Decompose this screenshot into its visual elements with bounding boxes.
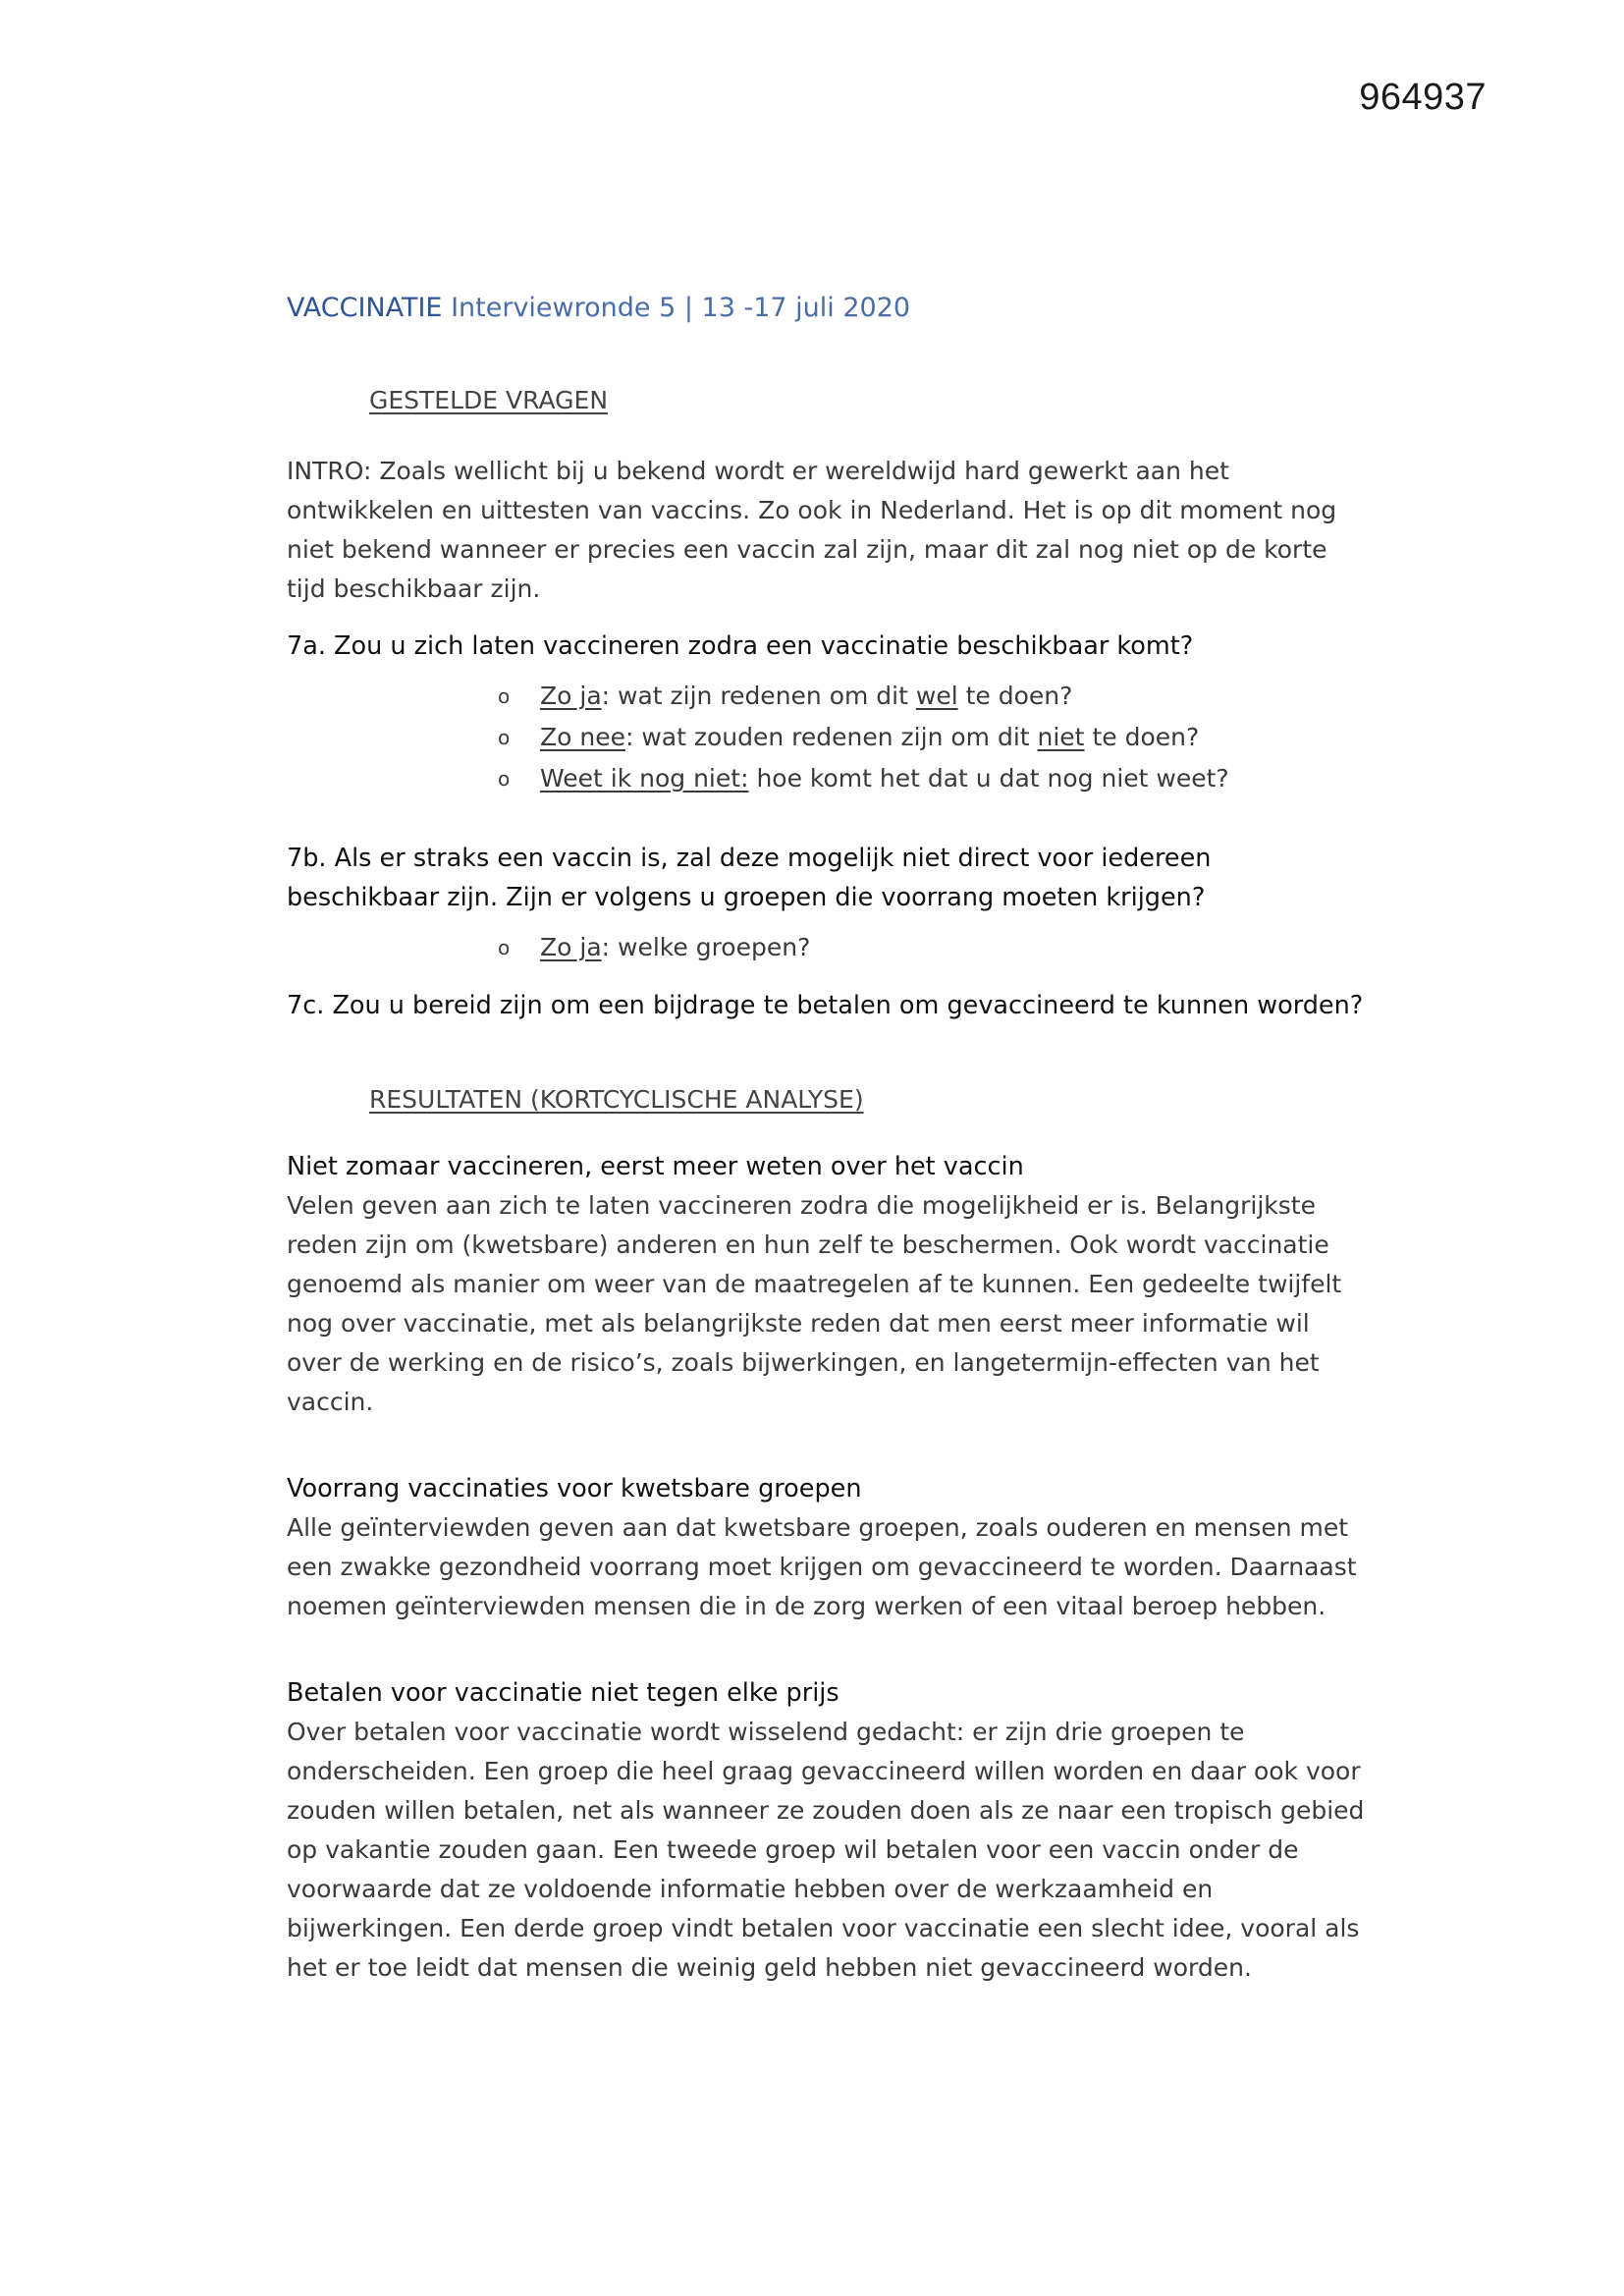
option-emphasis: niet [1037, 723, 1085, 751]
option-item [498, 717, 1367, 758]
option-emphasis: wel [915, 682, 958, 710]
question-7a: 7a. Zou u zich laten vaccineren zodra een vaccinatie beschikbaar komt? [287, 631, 1194, 661]
intro-paragraph: INTRO: Zoals wellicht bij u bekend wordt er wereldwijd hard gewerkt aan het ontwikkelen en uittesten van vaccins. Zo ook in Nederland. Het is op dit moment nog niet bekend wanneer er precies een vaccin zal zijn, maar dit zal nog niet op de korte tijd beschikbaar zijn. [287, 457, 1337, 603]
option-text: : wat zijn redenen om dit [601, 682, 916, 710]
question-7b: 7b. Als er straks een vaccin is, zal deze mogelijk niet direct voor iedereen beschikbaar zijn. Zijn er volgens u groepen die voorrang moeten krijgen? [287, 844, 1212, 912]
option-text: hoe komt het dat u dat nog niet weet? [748, 764, 1229, 793]
option-item [498, 758, 1367, 799]
result-title: Voorrang vaccinaties voor kwetsbare groepen [287, 1474, 862, 1503]
option-label: Zo nee [540, 723, 625, 751]
questions-heading: GESTELDE VRAGEN [369, 386, 609, 414]
option-label: Weet ik nog niet: [540, 764, 749, 793]
question-7b-options [498, 927, 1367, 968]
result-body: Velen geven aan zich te laten vaccineren zodra die mogelijkheid er is. Belangrijkste reden zijn om (kwetsbare) anderen en hun zelf te beschermen. Ook wordt vaccinatie genoemd als manier om weer van de maatregelen af te kunnen. Een gedeelte twijfelt nog over vaccinatie, met als belangrijkste reden dat men eerst meer informatie wil over de werking en de risico’s, zoals bijwerkingen, en langetermijn-effecten van het vaccin. [287, 1191, 1342, 1416]
bullet-icon: o [498, 684, 511, 708]
option-text-end: te doen? [1084, 723, 1200, 751]
result-title: Niet zomaar vaccineren, eerst meer weten over het vaccin [287, 1152, 1024, 1181]
document-page [287, 289, 1367, 1988]
option-item [498, 927, 1367, 968]
question-7a-options [498, 676, 1367, 799]
question-7c: 7c. Zou u bereid zijn om een bijdrage te betalen om gevaccineerd te kunnen worden? [287, 991, 1364, 1020]
option-item [498, 676, 1367, 717]
bullet-icon: o [498, 767, 511, 791]
title-keyword: VACCINATIE [287, 293, 443, 323]
result-title: Betalen voor vaccinatie niet tegen elke prijs [287, 1678, 839, 1708]
results-heading: RESULTATEN (KORTCYCLISCHE ANALYSE) [369, 1085, 864, 1114]
option-text-end: te doen? [957, 682, 1073, 710]
option-label: Zo ja [540, 682, 602, 710]
option-text: : welke groepen? [601, 933, 811, 961]
bullet-icon: o [498, 936, 511, 959]
document-number: 964937 [1359, 77, 1487, 118]
result-body: Over betalen voor vaccinatie wordt wisselend gedacht: er zijn drie groepen te onderscheiden. Een groep die heel graag gevaccineerd willen worden en daar ook voor zouden willen betalen, net als wanneer ze zouden doen als ze naar een tropisch gebied op vakantie zouden gaan. Een tweede groep wil betalen voor een vaccin onder de voorwaarde dat ze voldoende informatie hebben over de werkzaamheid en bijwerkingen. Een derde groep vindt betalen voor vaccinatie een slecht idee, vooral als het er toe leidt dat mensen die weinig geld hebben niet gevaccineerd worden. [287, 1718, 1365, 1982]
bullet-icon: o [498, 726, 511, 749]
option-text: : wat zouden redenen zijn om dit [624, 723, 1038, 751]
option-label: Zo ja [540, 933, 602, 961]
result-body: Alle geïnterviewden geven aan dat kwetsbare groepen, zoals ouderen en mensen met een zwakke gezondheid voorrang moet krijgen om gevaccineerd te worden. Daarnaast noemen geïnterviewden mensen die in de zorg werken of een vitaal beroep hebben. [287, 1513, 1357, 1620]
document-title [287, 289, 1367, 328]
title-rest: Interviewronde 5 | 13 -17 juli 2020 [442, 293, 911, 323]
